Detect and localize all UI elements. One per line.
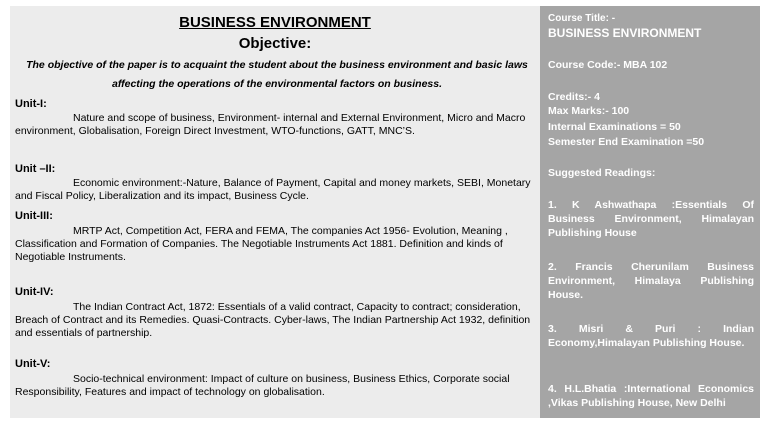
unit-3-heading: Unit-III: (15, 210, 53, 222)
reading-item: 1. K Ashwathapa :Essentials Of Business Environment, Himalayan Publishing House (548, 199, 754, 239)
unit-2-body: Economic environment:-Nature, Balance of Payment, Capital and money markets, SEBI, Monetary and Fiscal Policy, Liberalization and its impact, Business Cycle. (15, 177, 531, 202)
unit-4-body: The Indian Contract Act, 1872: Essentials of a valid contract, Capacity to contract; consideration, Breach of Contract and its Remedies. Quasi-Contracts. Cyber-laws, The Indian Partnership Act 1932, definition and essentials of partnership. (15, 301, 531, 339)
course-info-panel (540, 6, 760, 418)
unit-1-body: Nature and scope of business, Environment- internal and External Environment, Micro and Macro environment, Globalisation, Foreign Direct Investment, WTO-functions, GATT, MNC’S. (15, 112, 526, 137)
course-code: Course Code:- MBA 102 (548, 59, 668, 71)
max-marks: Max Marks:- 100 (548, 105, 630, 117)
syllabus-panel (10, 6, 540, 418)
unit-2-heading: Unit –II: (15, 163, 56, 175)
reading-item: 2. Francis Cherunilam Business Environment, Himalaya Publishing House. (548, 261, 754, 301)
objective-text: The objective of the paper is to acquaint the student about the business environment and basic laws affecting the operations of the environmental factors on business. (26, 59, 528, 90)
reading-item: 4. H.L.Bhatia :International Economics ,Vikas Publishing House, New Delhi (548, 383, 754, 409)
unit-5-body: Socio-technical environment: Impact of culture on business, Business Ethics, Corporate social Responsibility, Features and impact of technology on globalisation. (15, 373, 510, 398)
course-title-label: Course Title: - (548, 13, 616, 24)
document-title: BUSINESS ENVIRONMENT (179, 14, 371, 31)
objective-heading: Objective: (238, 35, 312, 52)
unit-5-heading: Unit-V: (15, 358, 51, 370)
course-title: BUSINESS ENVIRONMENT (548, 26, 702, 40)
credits: Credits:- 4 (548, 91, 600, 103)
reading-item: 3. Misri & Puri : Indian Economy,Himalayan Publishing House. (548, 323, 754, 349)
unit-1-heading: Unit-I: (15, 98, 47, 110)
unit-4-heading: Unit-IV: (15, 286, 54, 298)
internal-examinations: Internal Examinations = 50 (548, 121, 681, 133)
readings-heading: Suggested Readings: (548, 167, 656, 179)
semester-end-examination: Semester End Examination =50 (548, 136, 705, 148)
unit-3-body: MRTP Act, Competition Act, FERA and FEMA, The companies Act 1956- Evolution, Meaning , Classification and Formation of Companies. The Negotiable Instruments Act 1881. Definition and kinds of Negotiable Instruments. (15, 225, 508, 263)
